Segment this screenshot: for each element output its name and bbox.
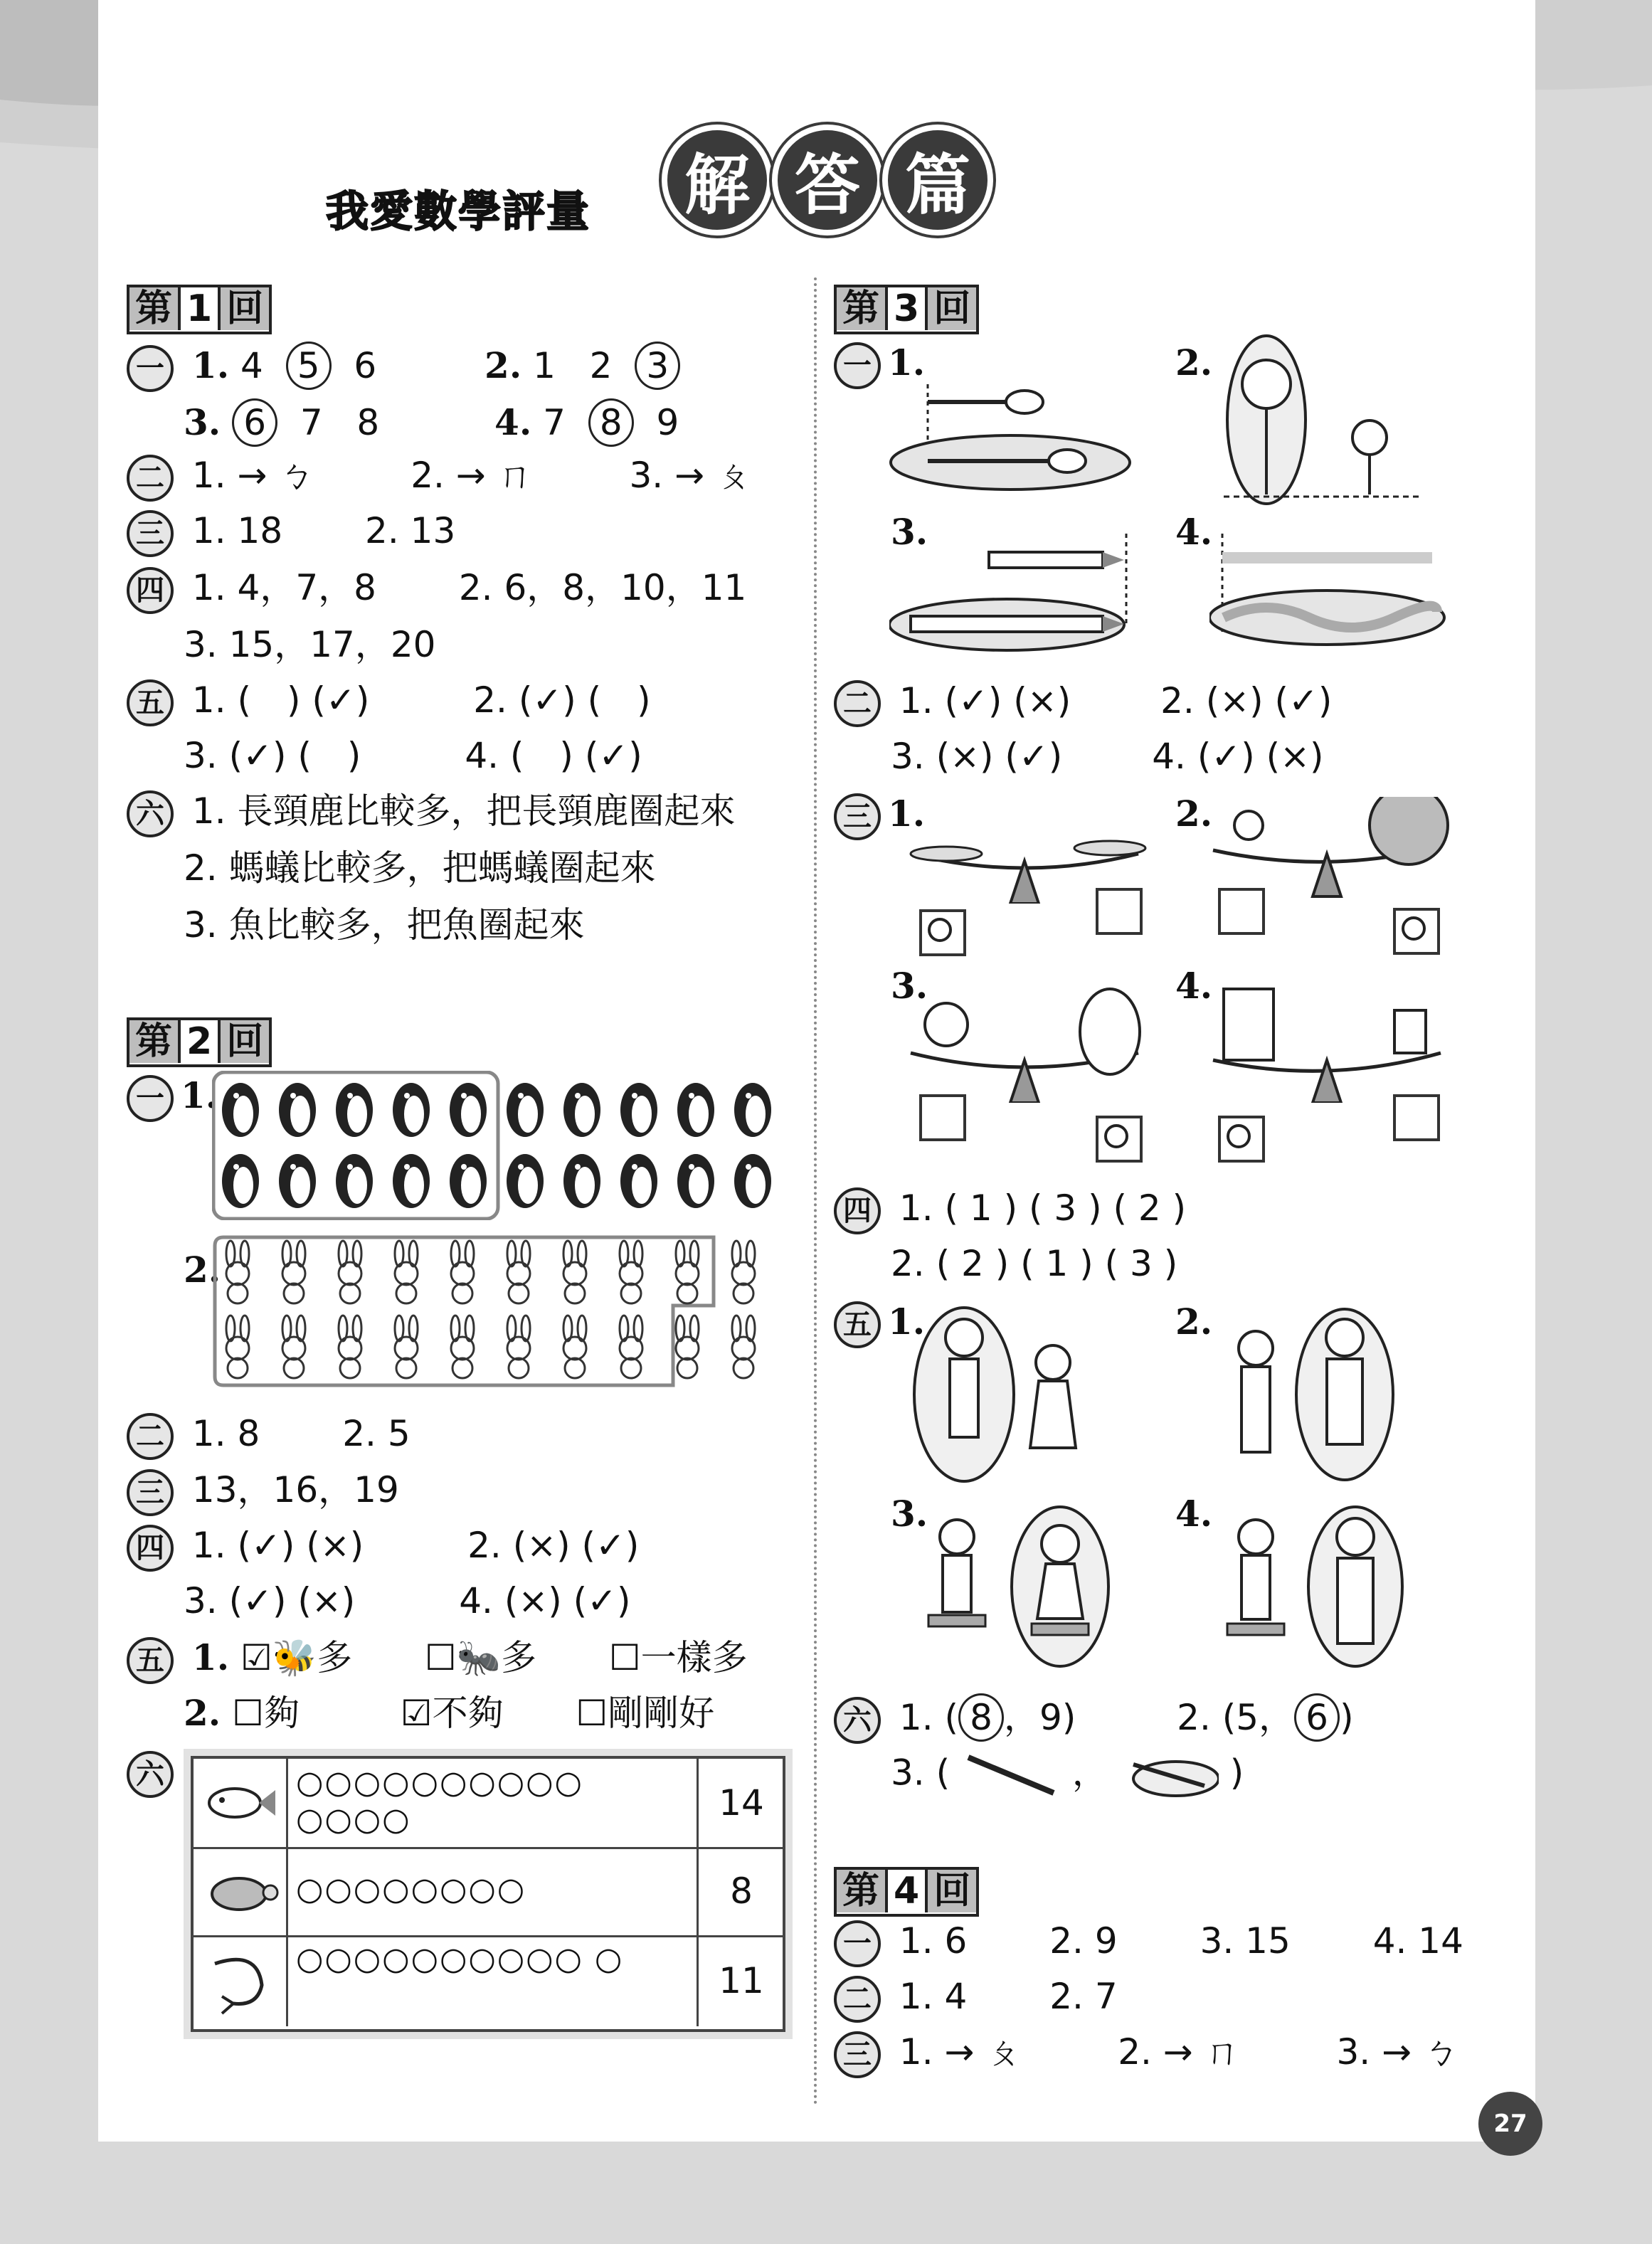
penguin-icon [393, 1083, 430, 1137]
circled-answer: 5 [286, 342, 332, 390]
r3-q5-n4: 4. [1175, 1493, 1213, 1535]
answer-box-circle [919, 909, 966, 956]
circled-answer: 6 [232, 398, 277, 447]
rabbit-grid-image [212, 1234, 788, 1391]
children-on-stool-image [1209, 1501, 1423, 1672]
rabbit-icon [676, 1241, 699, 1303]
answer-box-empty [1096, 888, 1143, 935]
penguin-icon [507, 1083, 544, 1137]
question-marker: 二 [127, 1413, 174, 1460]
table-row [194, 1935, 783, 2026]
circled-answer: 8 [958, 1693, 1004, 1742]
question-marker: 五 [834, 1301, 881, 1348]
title-char: 答 [772, 125, 883, 235]
r4-q2: 二 1. 4 2. 7 [834, 1975, 1118, 2023]
rabbit-icon [732, 1241, 755, 1303]
penguin-icon [734, 1154, 771, 1208]
question-marker: 二 [834, 1976, 881, 2023]
r2-q1-2: 2. [184, 1249, 221, 1291]
question-marker: 一 [834, 342, 881, 389]
penguin-icon [507, 1154, 544, 1208]
answer-box-empty [919, 1094, 966, 1141]
brand-title: 我愛數學評量 [326, 187, 591, 237]
rabbit-icon [620, 1316, 642, 1378]
circle-tally: ○○○○○○○○ [289, 1847, 699, 1935]
empty-box-icon: ☐ [424, 1637, 457, 1678]
r3-q4-line1: 四 1. ( 1 ) ( 3 ) ( 2 ) [834, 1187, 1186, 1234]
question-marker: 三 [127, 1469, 174, 1516]
children-height-image [1220, 1306, 1434, 1483]
answer-box-circle [1096, 1116, 1143, 1163]
rabbit-icon [226, 1241, 249, 1303]
rope-comparison-image [1209, 534, 1451, 655]
penguin-icon [393, 1154, 430, 1208]
r3-q3-n3: 3. [891, 965, 928, 1007]
penguin-icon [222, 1083, 259, 1137]
round-2-label: 第 2 回 [127, 1017, 272, 1067]
tally-count: 14 [719, 1782, 764, 1824]
rabbit-icon [507, 1241, 530, 1303]
r3-q6-line1: 六 1. ( 8 ，9) 2. (5， 6 ) [834, 1693, 1354, 1744]
r2-q3: 三 13，16，19 [127, 1468, 399, 1516]
question-marker: 五 [127, 1637, 174, 1684]
penguin-icon [734, 1083, 771, 1137]
question-marker: 四 [127, 567, 174, 614]
page-title [662, 125, 989, 231]
r3-q1-n2: 2. [1175, 342, 1213, 383]
r3-q6-line2: 3. ( ， ) [891, 1750, 1244, 1800]
question-marker: 二 [127, 455, 174, 502]
table-row [194, 1759, 783, 1849]
question-marker: 六 [127, 1751, 174, 1798]
question-marker: 三 [834, 2031, 881, 2078]
checked-box-icon: ☑ [240, 1637, 272, 1678]
pencil-comparison-image [889, 534, 1138, 655]
question-marker: 四 [834, 1187, 881, 1234]
question-marker: 五 [127, 679, 174, 726]
plate-fork-icon [1119, 1750, 1219, 1800]
rabbit-icon [676, 1316, 699, 1378]
r1-q3: 三 1. 18 2. 13 [127, 509, 455, 557]
ant-icon: 🐜 [456, 1637, 502, 1678]
rabbit-icon [282, 1241, 305, 1303]
r3-q3-n2: 2. [1175, 793, 1213, 835]
penguin-icon [620, 1083, 657, 1137]
r2-q5-line1: 五 1. ☑🐝多 ☐🐜多 ☐一樣多 [127, 1636, 748, 1684]
empty-box-icon: ☐ [232, 1693, 264, 1734]
spoon-comparison-image [889, 370, 1138, 498]
r3-q5-n3: 3. [891, 1493, 928, 1535]
page-number: 27 [1478, 2092, 1542, 2156]
question-marker: 二 [834, 680, 881, 727]
r3-q3-n1: 三 1. [834, 793, 925, 840]
question-marker: 四 [127, 1525, 174, 1572]
rabbit-icon [620, 1241, 642, 1303]
round-1-label: 第 1 回 [127, 285, 272, 334]
pencil-icon [961, 1750, 1061, 1800]
r1-q2: 二 1. → ㄅ 2. → ㄇ 3. → ㄆ [127, 454, 751, 502]
rabbit-icon [507, 1316, 530, 1378]
shrimp-icon [194, 1935, 288, 2026]
r3-q1-n1: 一 1. [834, 342, 925, 389]
r3-q4-line2: 2. ( 2 ) ( 1 ) ( 3 ) [891, 1243, 1178, 1284]
rabbit-icon [732, 1316, 755, 1378]
flower-comparison-image [1224, 334, 1451, 512]
penguin-icon [279, 1154, 316, 1208]
question-marker: 一 [127, 1075, 174, 1122]
r3-q5-n2: 2. [1175, 1301, 1213, 1343]
penguin-icon [677, 1083, 714, 1137]
r2-q4-line1: 四 1. (✓) (×) 2. (×) (✓) [127, 1524, 639, 1572]
rabbit-icon [563, 1316, 586, 1378]
checked-box-icon: ☑ [400, 1693, 433, 1734]
question-marker: 六 [127, 790, 174, 837]
rabbit-icon [451, 1241, 474, 1303]
empty-box-icon: ☐ [576, 1693, 608, 1734]
penguin-icon [620, 1154, 657, 1208]
penguin-icon [563, 1154, 600, 1208]
children-height-image [911, 1306, 1124, 1483]
r1-q4-line1: 四 1. 4，7，8 2. 6，8，10，11 [127, 566, 746, 614]
r1-q6-line2: 2. 螞蟻比較多，把螞蟻圈起來 [184, 847, 656, 889]
r3-q1-n4: 4. [1175, 511, 1213, 553]
circle-tally: ○○○○○○○○○○ ○○○○ [289, 1759, 699, 1847]
r3-q1-n3: 3. [891, 511, 928, 553]
r2-q1-mark: 一 1. [127, 1074, 218, 1122]
r2-q6-mark [127, 1750, 181, 1798]
r1-q1-line1: 一 1. 4 5 6 2. 1 2 3 [127, 342, 680, 392]
r2-q5-line2: 2. ☐夠 ☑不夠 ☐剛剛好 [184, 1692, 715, 1734]
r2-q4-line2: 3. (✓) (×) 4. (×) (✓) [184, 1580, 631, 1621]
r3-q2-line2: 3. (×) (✓) 4. (✓) (×) [891, 736, 1324, 777]
answer-box-empty [1393, 1094, 1440, 1141]
tally-count: 11 [719, 1960, 764, 2001]
table-row [194, 1847, 783, 1937]
r2-q2: 二 1. 8 2. 5 [127, 1412, 411, 1460]
penguin-icon [279, 1083, 316, 1137]
question-marker: 一 [127, 345, 174, 392]
children-on-stool-image [918, 1501, 1131, 1672]
fish-icon [194, 1759, 288, 1847]
r3-q3-n4: 4. [1175, 965, 1213, 1007]
column-divider [814, 277, 817, 2106]
circled-answer: 6 [1294, 1693, 1340, 1742]
rabbit-icon [395, 1241, 418, 1303]
question-marker: 三 [834, 793, 881, 840]
penguin-icon [450, 1083, 487, 1137]
r3-q2-line1: 二 1. (✓) (×) 2. (×) (✓) [834, 679, 1332, 727]
round-3-label: 第 3 回 [834, 285, 979, 334]
round-4-label: 第 4 回 [834, 1867, 979, 1917]
r3-q5-n1: 五 1. [834, 1301, 925, 1348]
rabbit-icon [282, 1316, 305, 1378]
penguin-icon [450, 1154, 487, 1208]
circled-answer: 3 [635, 342, 680, 390]
balance-scale-image [904, 975, 1153, 1103]
r1-q5-line1: 五 1. ( ) (✓) 2. (✓) ( ) [127, 679, 651, 726]
r4-q3: 三 1. → ㄆ 2. → ㄇ 3. → ㄅ [834, 2031, 1458, 2078]
r1-q1-line2: 3. 6 7 8 4. 7 8 9 [184, 398, 679, 447]
rabbit-icon [451, 1316, 474, 1378]
answer-box-circle [1393, 908, 1440, 955]
balance-scale-image [1206, 982, 1455, 1103]
question-marker: 一 [834, 1920, 881, 1967]
penguin-icon [222, 1154, 259, 1208]
tally-count: 8 [730, 1870, 753, 1912]
r1-q6-line3: 3. 魚比較多，把魚圈起來 [184, 904, 585, 946]
turtle-icon [194, 1847, 288, 1935]
title-char: 篇 [882, 125, 993, 235]
r1-q6-line1: 六 1. 長頸鹿比較多，把長頸鹿圈起來 [127, 790, 736, 837]
question-marker: 三 [127, 510, 174, 557]
title-char: 解 [662, 125, 773, 235]
circle-tally: ○○○○○○○○○○ ○ [289, 1935, 699, 2026]
answer-box-empty [1218, 888, 1265, 935]
r1-q4-line2: 3. 15，17，20 [184, 624, 436, 665]
count-table [191, 1756, 785, 2032]
rabbit-icon [226, 1316, 249, 1378]
r1-q5-line2: 3. (✓) ( ) 4. ( ) (✓) [184, 735, 642, 776]
rabbit-icon [339, 1316, 361, 1378]
penguin-icon [336, 1154, 373, 1208]
penguin-icon [677, 1154, 714, 1208]
r4-q1: 一 1. 6 2. 9 3. 15 4. 14 [834, 1920, 1463, 1967]
answer-box-circle [1218, 1116, 1265, 1163]
bee-icon: 🐝 [272, 1637, 317, 1678]
penguin-grid-image [212, 1071, 788, 1220]
rabbit-icon [395, 1316, 418, 1378]
penguin-icon [563, 1083, 600, 1137]
question-marker: 六 [834, 1697, 881, 1744]
rabbit-icon [563, 1241, 586, 1303]
empty-box-icon: ☐ [608, 1637, 641, 1678]
rabbit-icon [339, 1241, 361, 1303]
penguin-icon [336, 1083, 373, 1137]
circled-answer: 8 [588, 398, 634, 447]
